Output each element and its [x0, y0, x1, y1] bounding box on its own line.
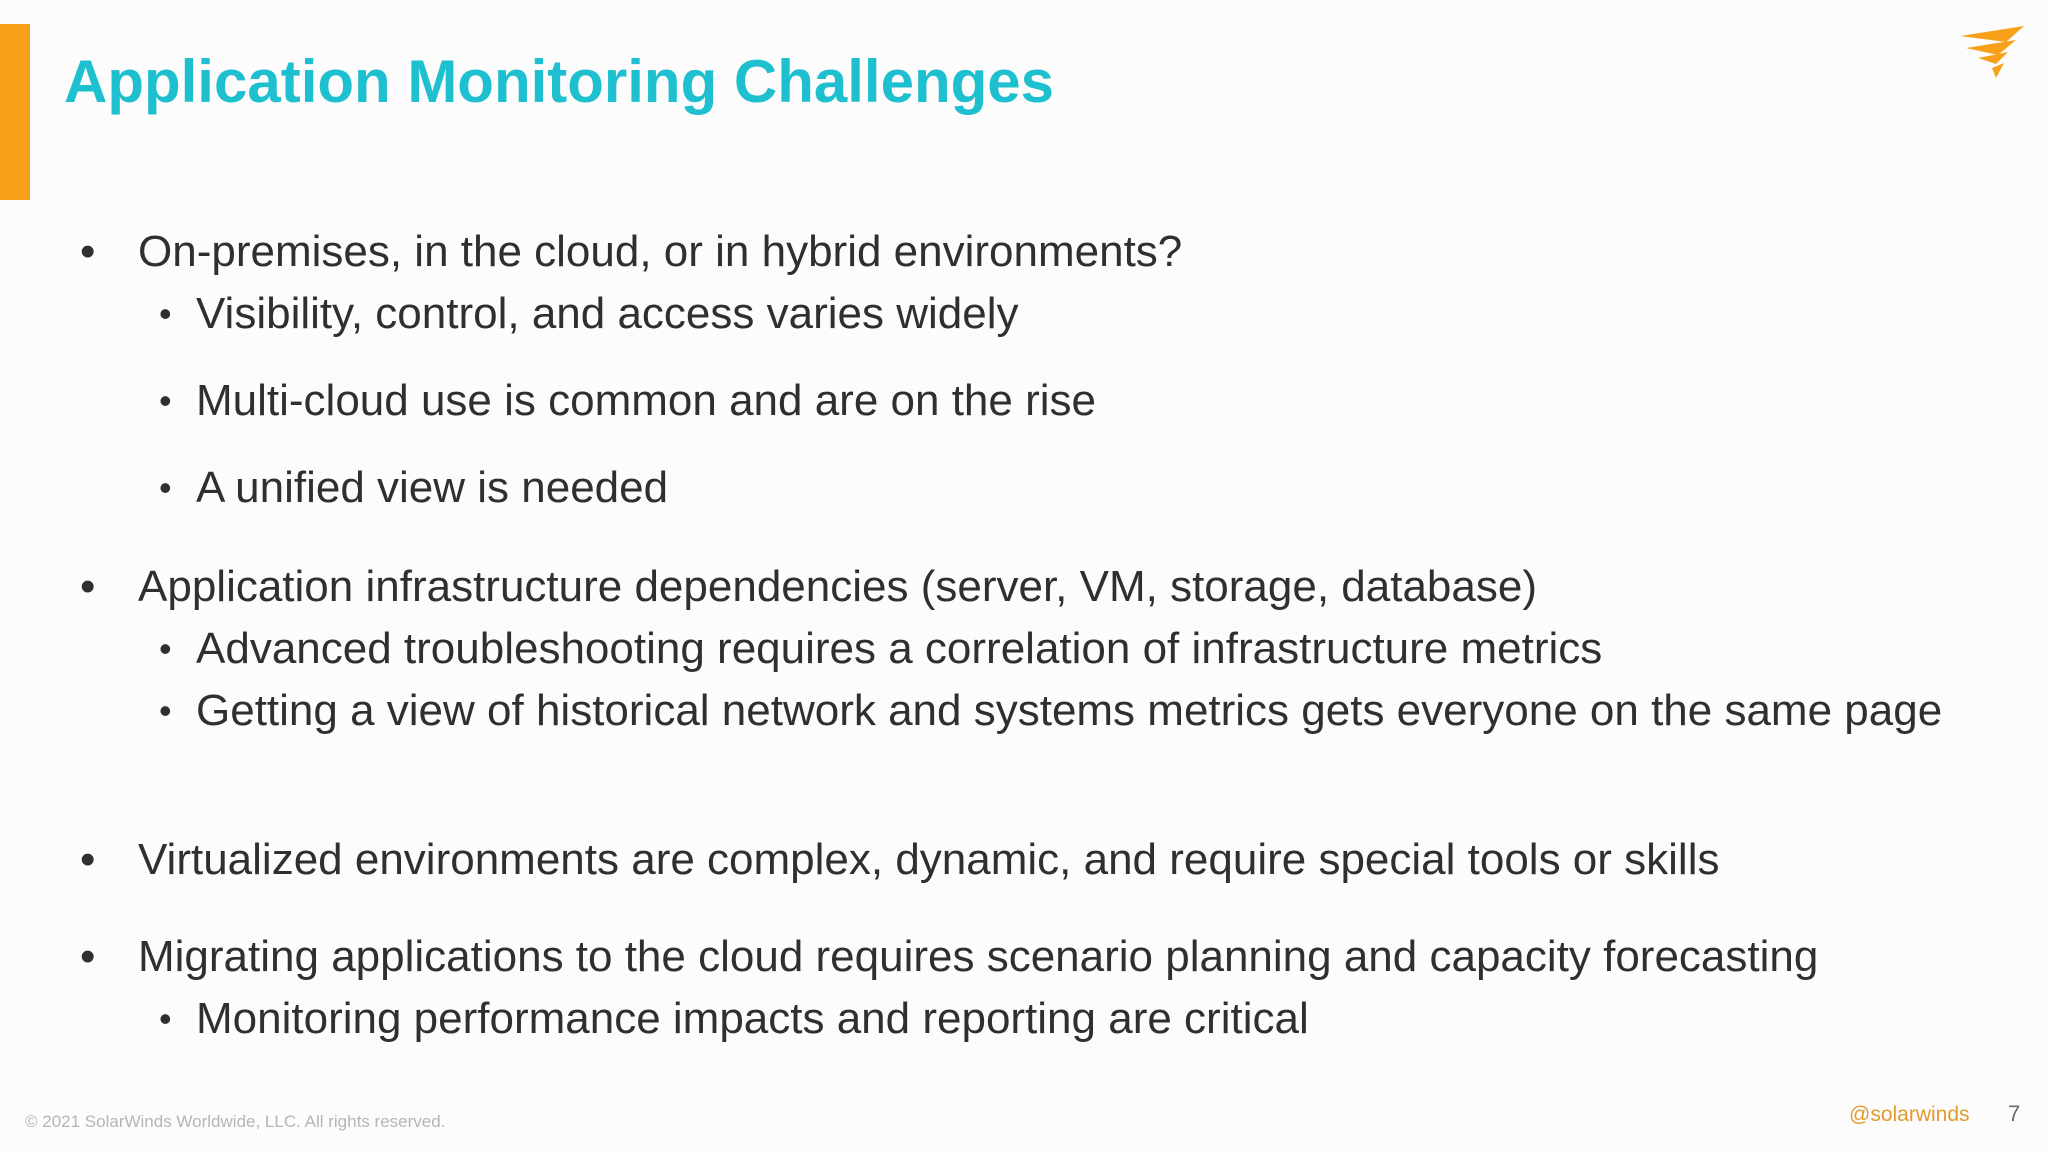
sub-bullet-item — [159, 462, 669, 514]
sub-bullet-text: Getting a view of historical network and systems metrics gets everyone on the same page — [196, 686, 1943, 735]
sub-bullet-item — [159, 685, 2016, 737]
social-handle: @solarwinds — [1849, 1103, 1970, 1126]
sub-bullet-item — [159, 375, 1096, 427]
bullet-text: On-premises, in the cloud, or in hybrid environments? — [138, 227, 1183, 276]
sub-bullet-text: A unified view is needed — [196, 463, 669, 512]
bullet-dot: • — [80, 835, 96, 884]
bullet-text: Virtualized environments are complex, dynamic, and require special tools or skills — [138, 835, 1720, 884]
sub-bullet-text: Advanced troubleshooting requires a correlation of infrastructure metrics — [196, 624, 1603, 673]
bullet-text: Application infrastructure dependencies (server, VM, storage, database) — [138, 562, 1537, 611]
sub-bullet-text: Monitoring performance impacts and reporting are critical — [196, 994, 1309, 1043]
bullet-dot: • — [159, 380, 172, 421]
sub-bullet-text: Visibility, control, and access varies widely — [196, 289, 1019, 338]
sub-bullet-item — [159, 288, 1019, 340]
bullet-dot: • — [80, 562, 96, 611]
bullet-text: Migrating applications to the cloud requires scenario planning and capacity forecasting — [138, 932, 1819, 981]
bullet-dot: • — [159, 690, 172, 731]
bullet-dot: • — [159, 293, 172, 334]
bullet-item — [80, 561, 1537, 613]
bullet-item — [80, 834, 1720, 886]
sub-bullet-item — [159, 993, 1309, 1045]
bullet-item — [80, 931, 1819, 983]
bullet-dot: • — [159, 628, 172, 669]
sub-bullet-text: Multi-cloud use is common and are on the rise — [196, 376, 1096, 425]
bullet-dot: • — [80, 932, 96, 981]
copyright-text: © 2021 SolarWinds Worldwide, LLC. All rights reserved. — [25, 1112, 446, 1131]
bullet-dot: • — [159, 998, 172, 1039]
sub-bullet-item — [159, 623, 1603, 675]
bullet-dot: • — [159, 467, 172, 508]
slide-title: Application Monitoring Challenges — [64, 48, 1054, 115]
bullet-dot: • — [80, 227, 96, 276]
page-number: 7 — [2008, 1101, 2021, 1126]
bullet-item — [80, 226, 1183, 278]
